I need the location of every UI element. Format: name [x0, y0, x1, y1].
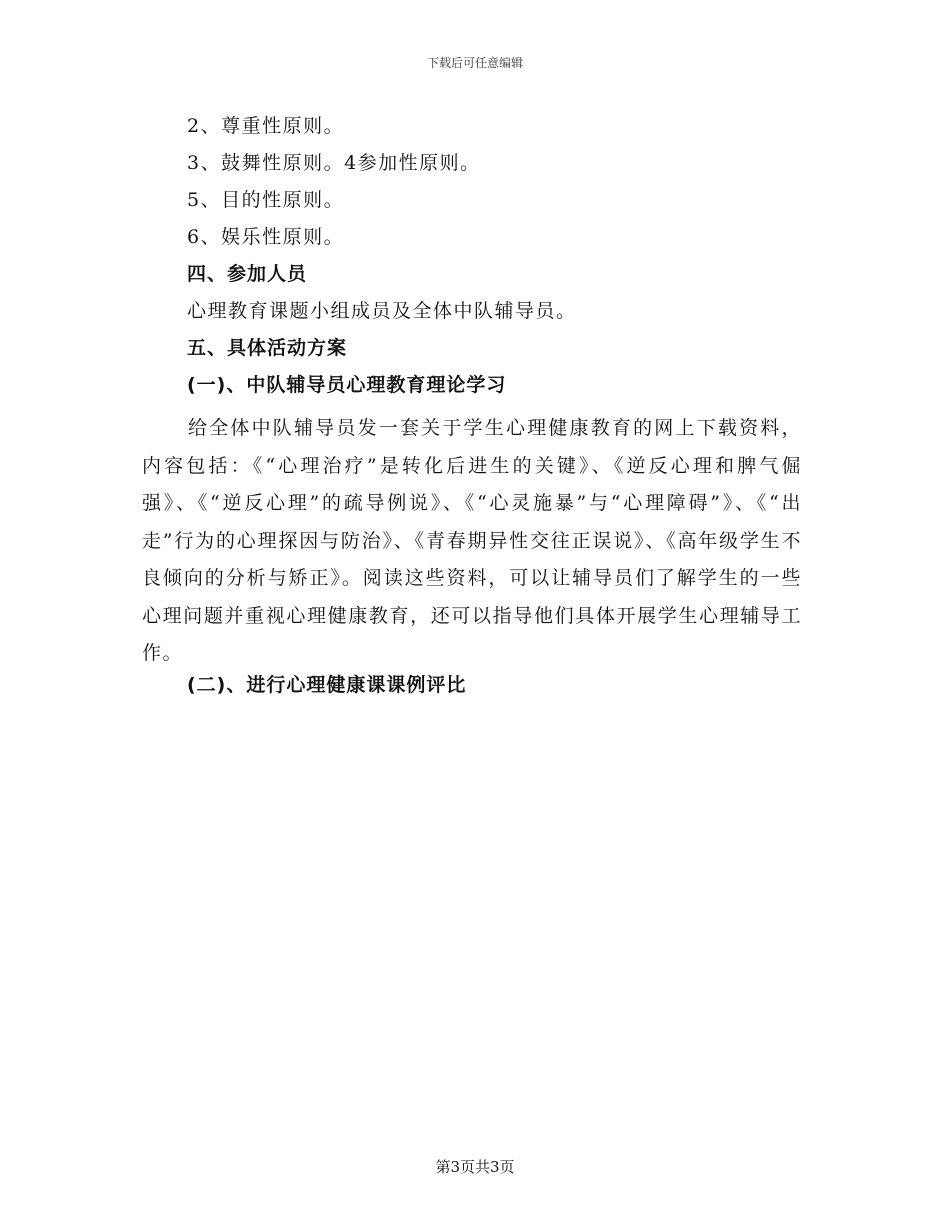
section-4-body: 心理教育课题小组成员及全体中队辅导员。: [187, 300, 577, 322]
page-header: 下载后可任意编辑: [426, 56, 523, 70]
sub-1-body-paragraph: 给全体中队辅导员发一套关于学生心理健康教育的网上下载资料，内容包括：《“心理治疗”是转化后进生的关键》、《逆反心理和脾气倔强》、《“逆反心理”的疏导例说》、《“心灵施暴”与“心理障碍”》、《“出走”行为的心理探因与防治》、《青春期异性交往正误说》、《高年级学生不良倾向的分析与矫正》。阅读这些资料，可以让辅导员们了解学生的一些心理问题并重视心理健康教育，还可以指导他们具体开展学生心理辅导工作。: [142, 417, 802, 664]
page-footer: 第3页共3页: [435, 1158, 515, 1176]
principle-6: 6、娱乐性原则。: [187, 226, 345, 248]
section-5-heading: 五、具体活动方案: [187, 337, 348, 359]
principle-2: 2、尊重性原则。: [187, 115, 345, 137]
sub-2-heading: (二)、进行心理健康课课例评比: [187, 674, 467, 696]
principle-3-4: 3、鼓舞性原则。4参加性原则。: [187, 152, 481, 174]
sub-1-heading: (一)、中队辅导员心理教育理论学习: [187, 374, 507, 396]
principle-5: 5、目的性原则。: [187, 189, 345, 211]
section-4-heading: 四、参加人员: [187, 263, 308, 285]
